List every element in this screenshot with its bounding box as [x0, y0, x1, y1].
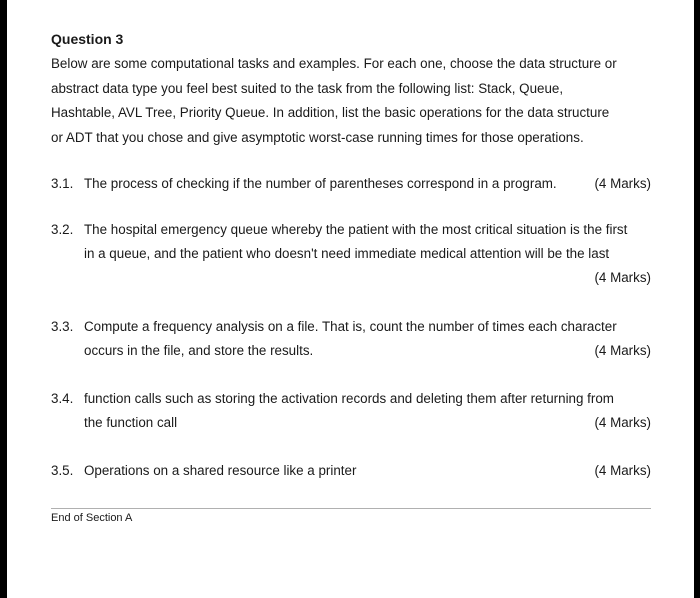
left-dark-edge — [0, 0, 7, 598]
marks-label: (4 Marks) — [594, 463, 651, 478]
section-divider — [51, 508, 651, 509]
marks-label: (4 Marks) — [594, 270, 651, 285]
sub-question-text: The process of checking if the number of parentheses correspond in a program. — [84, 176, 557, 191]
sub-question-text: in a queue, and the patient who doesn't need immediate medical attention will be the last — [84, 246, 610, 261]
intro-line: Hashtable, AVL Tree, Priority Queue. In addition, list the basic operations for the data structure — [51, 105, 610, 120]
question-title: Question 3 — [51, 31, 124, 47]
sub-question-text: The hospital emergency queue whereby the patient with the most critical situation is the first — [84, 222, 628, 237]
sub-question-3-4 — [51, 387, 651, 435]
sub-question-text: the function call — [84, 415, 178, 430]
sub-question-text: occurs in the file, and store the results. — [84, 343, 314, 358]
sub-question-3-1 — [51, 172, 651, 196]
sub-question-text: function calls such as storing the activation records and deleting them after returning from — [84, 391, 614, 406]
marks-label: (4 Marks) — [594, 415, 651, 430]
sub-question-3-2 — [51, 218, 651, 290]
sub-question-number: 3.4. — [51, 391, 74, 406]
sub-question-number: 3.1. — [51, 176, 74, 191]
end-of-section-label: End of Section A — [51, 512, 133, 524]
sub-question-number: 3.3. — [51, 319, 74, 334]
right-dark-edge — [694, 0, 700, 598]
sub-question-3-5 — [51, 459, 651, 483]
marks-label: (4 Marks) — [594, 343, 651, 358]
sub-question-3-3 — [51, 315, 651, 363]
intro-line: or ADT that you chose and give asymptotic worst-case running times for those operations. — [51, 129, 584, 145]
sub-question-text: Operations on a shared resource like a printer — [84, 463, 357, 478]
sub-question-number: 3.5. — [51, 463, 74, 478]
intro-line: abstract data type you feel best suited to the task from the following list: Stack, Queue, — [51, 80, 564, 96]
document-page — [7, 0, 694, 598]
sub-question-text: Compute a frequency analysis on a file. That is, count the number of times each character — [84, 319, 617, 334]
sub-question-number: 3.2. — [51, 222, 74, 237]
question-intro — [51, 52, 651, 150]
marks-label: (4 Marks) — [594, 176, 651, 191]
intro-line: Below are some computational tasks and examples. For each one, choose the data structure or — [51, 56, 617, 71]
